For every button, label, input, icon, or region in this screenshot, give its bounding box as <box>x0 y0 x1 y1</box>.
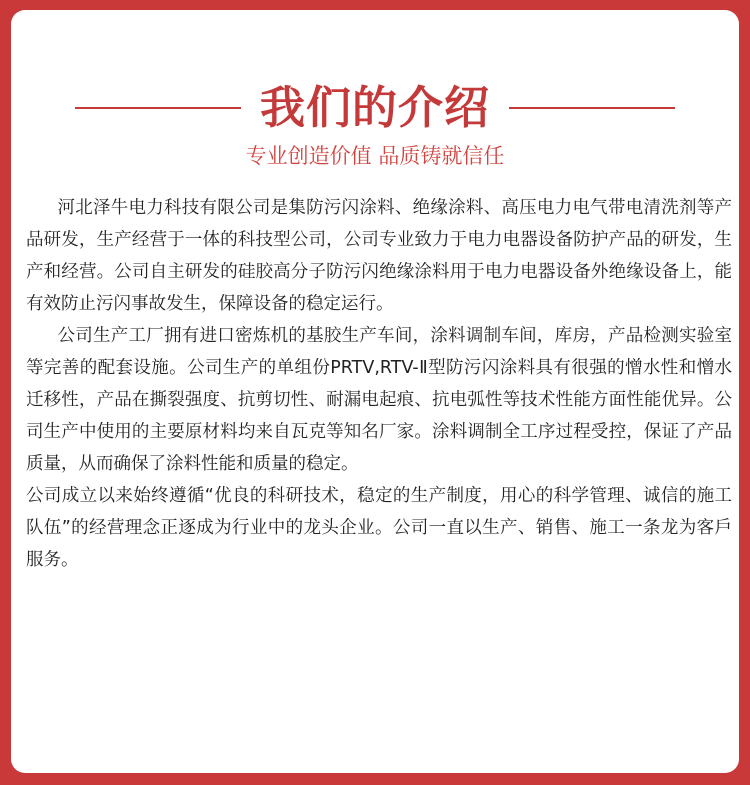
title-row <box>11 78 739 138</box>
title-divider-right <box>509 107 675 109</box>
page-subtitle: 专业创造价值 品质铸就信任 <box>245 144 505 168</box>
intro-paragraph-2: 公司生产工厂拥有进口密炼机的基胶生产车间，涂料调制车间，库房，产品检测实验室等完善的配套设施。公司生产的单组份PRTV,RTV-Ⅱ型防污闪涂料具有很强的憎水性和憎水迁移性，产品在撕裂强度、抗剪切性、耐漏电起痕、抗电弧性等技术性能方面性能优异。公司生产中使用的主要原材料均来自瓦克等知名厂家。涂料调制全工序过程受控，保证了产品质量，从而确保了涂料性能和质量的稳定。 <box>26 326 732 474</box>
intro-paragraph-1: 河北泽牛电力科技有限公司是集防污闪涂料、绝缘涂料、高压电力电气带电清洗剂等产品研发，生产经营于一体的科技型公司，公司专业致力于电力电器设备防护产品的研发，生产和经营。公司自主研发的硅胶高分子防污闪绝缘涂料用于电力电器设备外绝缘设备上，能有效防止污闪事故发生，保障设备的稳定运行。 <box>26 198 732 314</box>
title-divider-left <box>75 107 241 109</box>
intro-paragraph-3: 公司成立以来始终遵循“优良的科研技术，稳定的生产制度，用心的科学管理、诚信的施工队伍”的经营理念正逐成为行业中的龙头企业。公司一直以生产、销售、施工一条龙为客戶服务。 <box>26 486 732 570</box>
intro-body <box>26 192 732 576</box>
intro-card <box>11 10 739 773</box>
page-title: 我们的介绍 <box>259 81 490 134</box>
